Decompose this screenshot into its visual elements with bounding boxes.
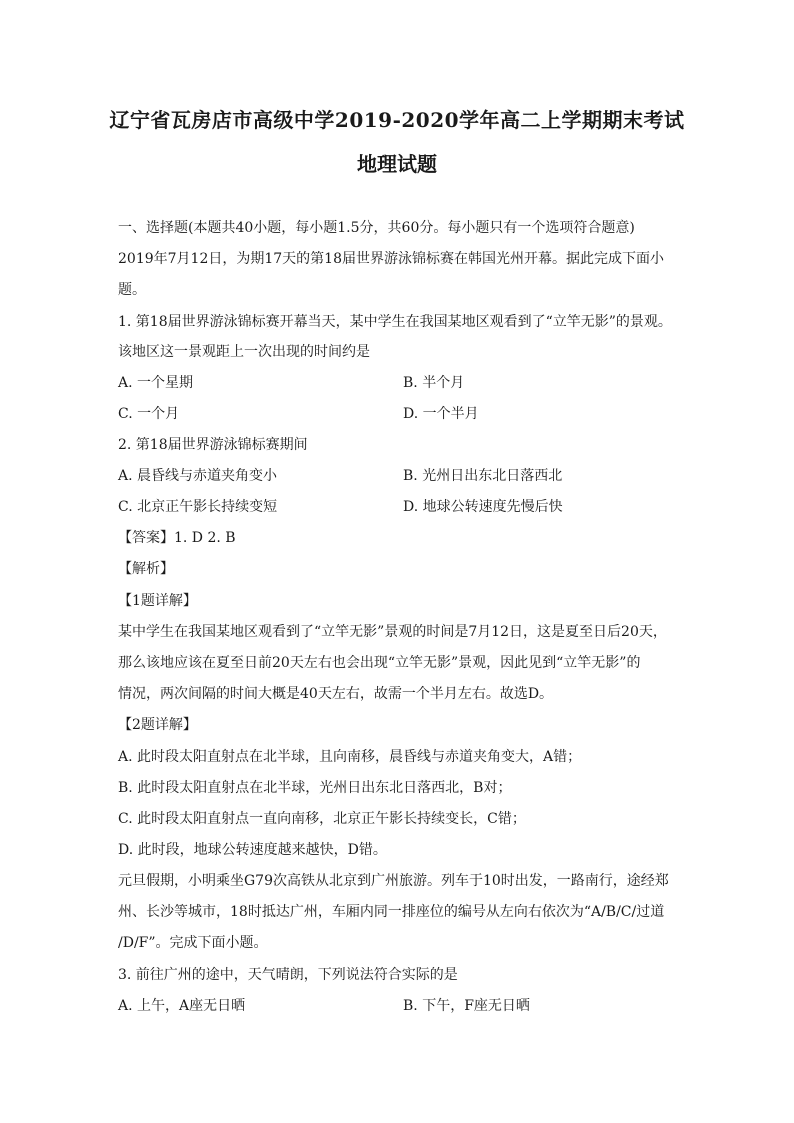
passage1-line1: 2019年7月12日，为期17天的第18届世界游泳锦标赛在韩国光州开幕。据此完成下面小 [118,251,664,267]
passage2-line2: 州、长沙等城市，18时抵达广州，车厢内同一排座位的编号从左向右依次为“A/B/C/过道 [118,904,665,920]
q2-option-b: B. 光州日出东北日落西北 [403,468,563,484]
detail1-line2: 那么该地应该在夏至日前20天左右也会出现“立竿无影”景观，因此见到“立竿无影”的 [118,655,641,671]
q2-option-c: C. 北京正午影长持续变短 [118,499,278,515]
q1-stem-line2: 该地区这一景观距上一次出现的时间约是 [118,344,370,360]
q2-option-d: D. 地球公转速度先慢后快 [403,499,563,515]
q3-option-b: B. 下午，F座无日晒 [403,998,530,1014]
detail2-line-b: B. 此时段太阳直射点在北半球，光州日出东北日落西北，B对； [118,780,512,796]
q1-option-c: C. 一个月 [118,406,180,422]
answer-line: 【答案】1. D 2. B [118,530,236,546]
passage2-line1: 元旦假期，小明乘坐G79次高铁从北京到广州旅游。列车于10时出发，一路南行，途经郑 [118,873,669,889]
detail1-label: 【1题详解】 [118,593,197,609]
passage2-line3: /D/F”。完成下面小题。 [118,935,268,951]
detail2-line-d: D. 此时段，地球公转速度越来越快，D错。 [118,842,387,858]
q3-option-a: A. 上午，A座无日晒 [118,998,246,1014]
q1-option-b: B. 半个月 [403,375,465,391]
q2-stem: 2. 第18届世界游泳锦标赛期间 [118,437,308,453]
detail2-line-a: A. 此时段太阳直射点在北半球，且向南移，晨昏线与赤道夹角变大，A错； [118,749,582,765]
analysis-label: 【解析】 [118,561,174,577]
q1-option-a: A. 一个星期 [118,375,194,391]
q1-stem-line1: 1. 第18届世界游泳锦标赛开幕当天，某中学生在我国某地区观看到了“立竿无影”的景观。 [118,314,672,330]
q2-option-a: A. 晨昏线与赤道夹角变小 [118,468,278,484]
q3-stem: 3. 前往广州的途中，天气晴朗，下列说法符合实际的是 [118,967,458,983]
page-title: 辽宁省瓦房店市高级中学2019-2020学年高二上学期期末考试 [109,108,685,132]
detail2-line-c: C. 此时段太阳直射点一直向南移，北京正午影长持续变长，C错； [118,811,526,827]
detail2-label: 【2题详解】 [118,717,197,733]
page-subtitle: 地理试题 [357,152,437,176]
detail1-line3: 情况，两次间隔的时间大概是40天左右，故需一个半月左右。故选D。 [118,686,554,702]
section-header: 一、选择题(本题共40小题，每小题1.5分，共60分。每小题只有一个选项符合题意) [118,220,635,236]
detail1-line1: 某中学生在我国某地区观看到了“立竿无影”景观的时间是7月12日，这是夏至日后20天， [118,624,667,640]
q1-option-d: D. 一个半月 [403,406,479,422]
passage1-line2: 题。 [118,282,146,298]
